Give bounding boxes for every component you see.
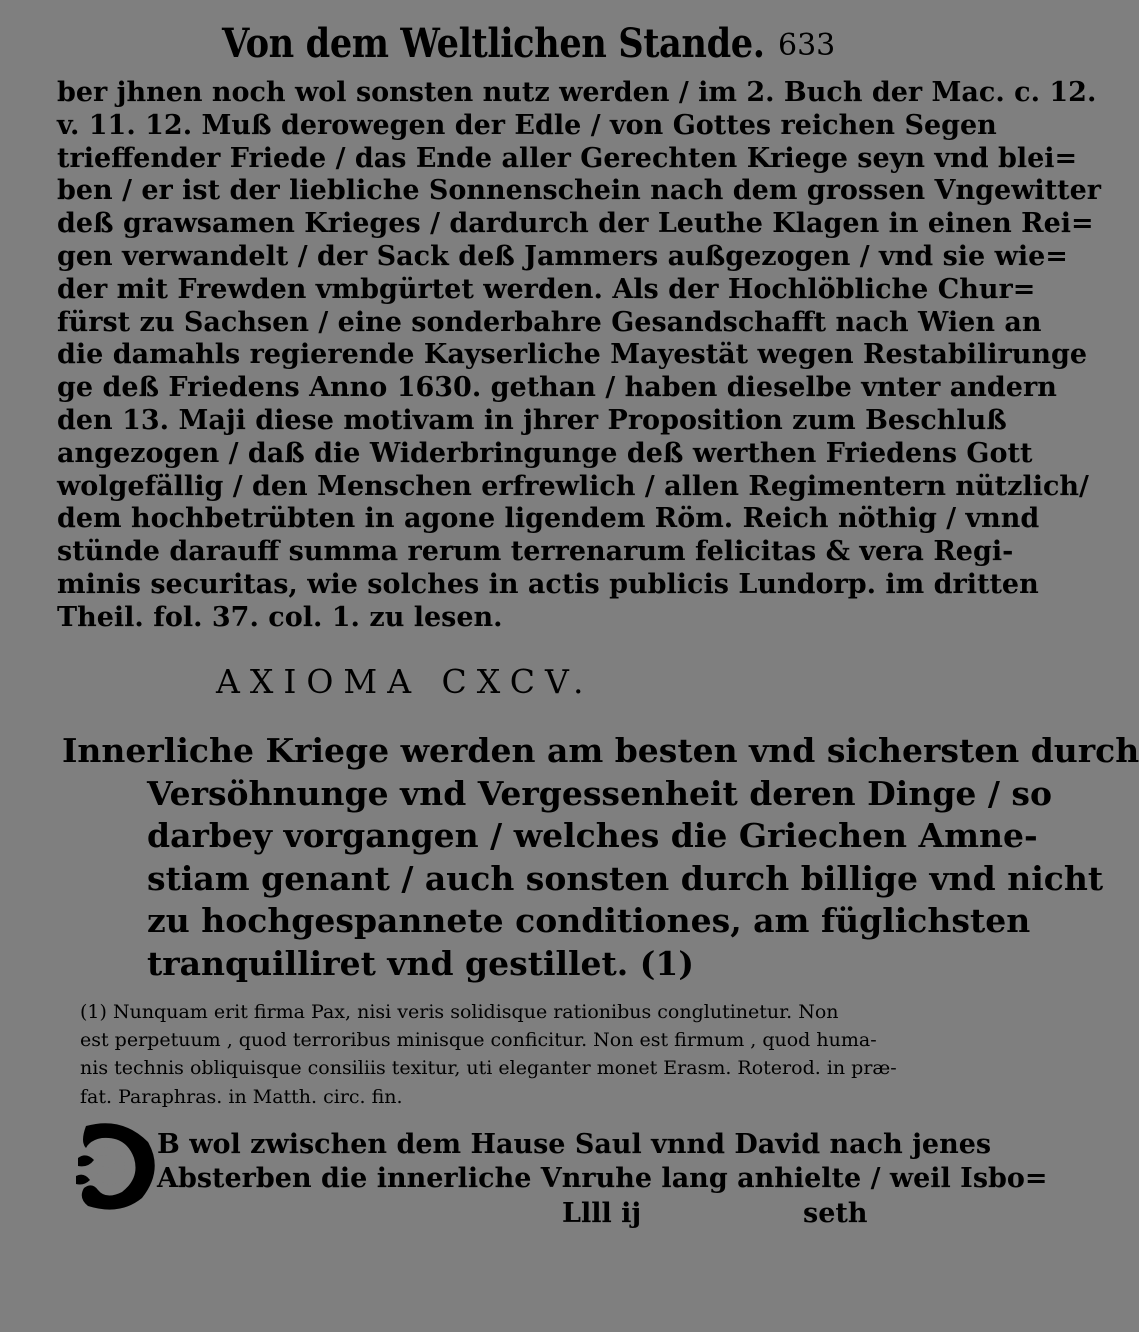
text-line: dem hochbetrübten in agone ligendem Röm. Reich nöthig / vnnd: [57, 503, 1040, 535]
axiom-line: tranquilliret vnd gestillet. (1): [147, 943, 694, 983]
running-head: Von dem Weltlichen Stande.: [222, 20, 765, 67]
text-line: ber jhnen noch wol sonsten nutz werden / im 2. Buch der Mac. c. 12.: [57, 77, 1097, 108]
axiom-statement: [62, 730, 1139, 986]
text-line: die damahls regierende Kayserliche Mayestät wegen Restabilirunge: [57, 339, 1088, 371]
text-line: angezogen / daß die Widerbringunge deß werthen Friedens Gott: [57, 437, 1033, 469]
text-line: v. 11. 12. Muß derowegen der Edle / von Gottes reichen Segen: [57, 109, 997, 141]
text-line: trieffender Friede / das Ende aller Gerechten Kriege seyn vnd blei=: [57, 142, 1078, 174]
text-line: den 13. Maji diese motivam in jhrer Proposition zum Beschluß: [57, 404, 1007, 436]
axiom-line: zu hochgespannete conditiones, am füglichsten: [147, 901, 1031, 941]
footnote-line: fat. Paraphras. in Matth. circ. fin.: [80, 1085, 403, 1108]
text-line: B wol zwischen dem Hause Saul vnnd David nach jenes: [157, 1129, 992, 1160]
signature-mark: Llll ij: [562, 1198, 642, 1229]
body-paragraph: [57, 77, 1102, 635]
page-footer: [0, 1198, 1000, 1238]
axiom-heading: AXIOMA CXCV.: [216, 662, 594, 701]
text-line: Theil. fol. 37. col. 1. zu lesen.: [57, 601, 503, 633]
text-line: minis securitas, wie solches in actis publicis Lundorp. im dritten: [57, 568, 1039, 600]
text-line: Absterben die innerliche Vnruhe lang anhielte / weil Isbo=: [157, 1163, 1048, 1194]
axiom-line: Versöhnunge vnd Vergessenheit deren Dinge / so: [147, 773, 1053, 813]
axiom-line: darbey vorgangen / welches die Griechen Amne-: [147, 816, 1038, 856]
footnote-line: est perpetuum , quod terroribus minisque conficitur. Non est firmum , quod huma-: [80, 1029, 877, 1052]
page-number: 633: [778, 28, 836, 63]
text-line: stünde darauff summa rerum terrenarum felicitas & vera Regi-: [57, 536, 1014, 568]
axiom-line: Innerliche Kriege werden am besten vnd sichersten durch: [62, 731, 1139, 770]
catchword: seth: [803, 1198, 868, 1229]
axiom-line: stiam genant / auch sonsten durch billige vnd nicht: [147, 858, 1104, 898]
footnote-line: (1) Nunquam erit firma Pax, nisi veris solidisque rationibus conglutinetur. Non: [80, 1001, 839, 1023]
text-line: fürst zu Sachsen / eine sonderbahre Gesandschafft nach Wien an: [57, 306, 1042, 338]
text-line: wolgefällig / den Menschen erfrewlich / allen Regimentern nützlich/: [57, 470, 1089, 502]
text-line: ben / er ist der liebliche Sonnenschein nach dem grossen Vngewitter: [57, 175, 1102, 207]
footnote-line: nis technis obliquisque consiliis texitur, uti eleganter monet Erasm. Roterod. in præ-: [80, 1057, 897, 1080]
page-header: [0, 12, 1000, 76]
text-line: der mit Frewden vmbgürtet werden. Als der Hochlöbliche Chur=: [57, 273, 1036, 305]
footnote: [80, 998, 970, 1111]
text-line: gen verwandelt / der Sack deß Jammers außgezogen / vnd sie wie=: [57, 240, 1068, 272]
opening-paragraph: [157, 1128, 1048, 1196]
text-line: ge deß Friedens Anno 1630. gethan / haben dieselbe vnter andern: [57, 372, 1057, 404]
text-line: deß grawsamen Krieges / dardurch der Leuthe Klagen in einen Rei=: [57, 208, 1094, 240]
